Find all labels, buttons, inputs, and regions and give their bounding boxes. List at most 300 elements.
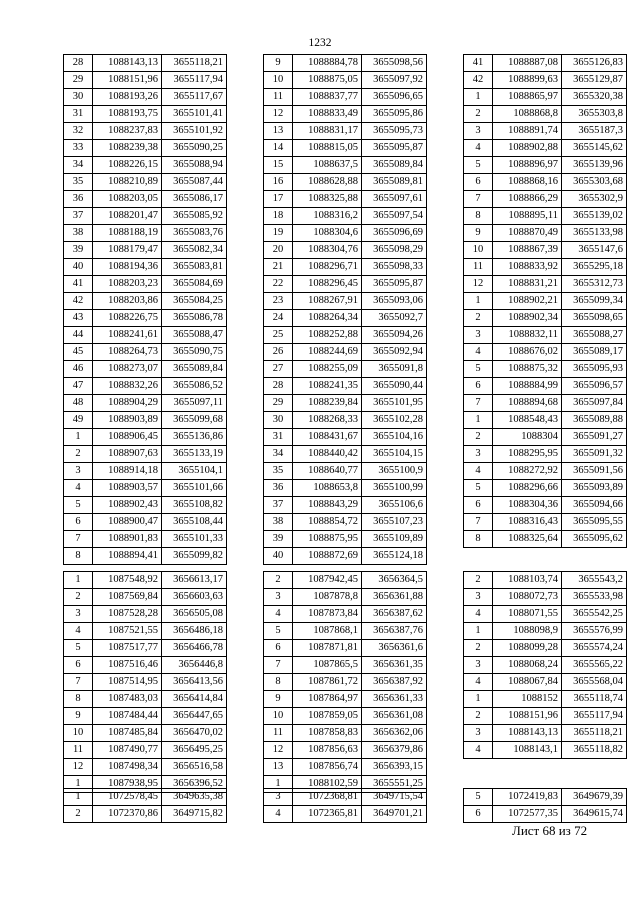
coord-x-cell: 1088866,29 <box>493 191 562 208</box>
table-row <box>64 446 227 463</box>
coord-x-cell: 1088903,57 <box>93 480 162 497</box>
coord-y-cell: 3656396,52 <box>162 776 227 793</box>
coord-y-cell: 3655084,25 <box>162 293 227 310</box>
table-row <box>264 72 427 89</box>
coord-y-cell: 3655095,62 <box>562 531 627 548</box>
coord-x-cell: 1088295,95 <box>493 446 562 463</box>
coord-x-cell: 1088296,66 <box>493 480 562 497</box>
point-number-cell: 38 <box>64 225 93 242</box>
coord-y-cell: 3655117,67 <box>162 89 227 106</box>
coord-y-cell: 3655090,25 <box>162 140 227 157</box>
table-row <box>264 589 427 606</box>
coord-y-cell: 3655312,73 <box>562 276 627 293</box>
point-number-cell: 37 <box>264 497 293 514</box>
coord-y-cell: 3656379,86 <box>362 742 427 759</box>
coord-x-cell: 1088903,89 <box>93 412 162 429</box>
coord-x-cell: 1087548,92 <box>93 572 162 589</box>
coord-y-cell: 3656364,5 <box>362 572 427 589</box>
table-row <box>64 174 227 191</box>
coord-x-cell: 1088832,26 <box>93 378 162 395</box>
coord-x-cell: 1087498,34 <box>93 759 162 776</box>
table-row <box>264 378 427 395</box>
coord-y-cell: 3655302,9 <box>562 191 627 208</box>
point-number-cell: 11 <box>64 742 93 759</box>
table-row <box>64 691 227 708</box>
point-number-cell: 6 <box>64 657 93 674</box>
point-number-cell: 23 <box>264 293 293 310</box>
point-number-cell: 3 <box>464 446 493 463</box>
table-row <box>464 806 627 823</box>
point-number-cell: 3 <box>264 789 293 806</box>
table-row <box>64 674 227 691</box>
point-number-cell: 7 <box>64 531 93 548</box>
coordinate-table <box>63 788 227 823</box>
point-number-cell: 10 <box>264 708 293 725</box>
coord-x-cell: 1088854,72 <box>293 514 362 531</box>
point-number-cell: 4 <box>64 623 93 640</box>
table-row <box>464 725 627 742</box>
coord-y-cell: 3656447,65 <box>162 708 227 725</box>
coord-y-cell: 3655129,87 <box>562 72 627 89</box>
table-row <box>464 72 627 89</box>
point-number-cell: 1 <box>64 776 93 793</box>
point-number-cell: 18 <box>264 208 293 225</box>
table-row <box>264 674 427 691</box>
coord-y-cell: 3655542,25 <box>562 606 627 623</box>
table-row <box>264 429 427 446</box>
point-number-cell: 42 <box>64 293 93 310</box>
table-row <box>464 446 627 463</box>
coordinate-table <box>463 54 627 548</box>
sheet-footer: Лист 68 из 72 <box>512 823 588 838</box>
point-number-cell: 10 <box>64 725 93 742</box>
table-row <box>64 572 227 589</box>
coord-x-cell: 1088894,68 <box>493 395 562 412</box>
point-number-cell: 9 <box>264 55 293 72</box>
point-number-cell: 35 <box>64 174 93 191</box>
coord-y-cell: 3655088,27 <box>562 327 627 344</box>
coord-x-cell: 1088255,09 <box>293 361 362 378</box>
coord-x-cell: 1072577,35 <box>493 806 562 823</box>
table-row <box>64 378 227 395</box>
point-number-cell: 29 <box>64 72 93 89</box>
table-row <box>64 789 227 806</box>
coord-y-cell: 3655101,33 <box>162 531 227 548</box>
coord-y-cell: 3655543,2 <box>562 572 627 589</box>
coord-x-cell: 1087528,28 <box>93 606 162 623</box>
coord-y-cell: 3656486,18 <box>162 623 227 640</box>
point-number-cell: 3 <box>64 606 93 623</box>
point-number-cell: 2 <box>464 106 493 123</box>
coord-y-cell: 3655133,19 <box>162 446 227 463</box>
point-number-cell: 8 <box>64 691 93 708</box>
coord-y-cell: 3649679,39 <box>562 789 627 806</box>
table-row <box>64 463 227 480</box>
table-row <box>464 657 627 674</box>
coord-y-cell: 3655303,8 <box>562 106 627 123</box>
coord-y-cell: 3655100,99 <box>362 480 427 497</box>
point-number-cell: 19 <box>264 225 293 242</box>
coord-x-cell: 1087865,5 <box>293 657 362 674</box>
point-number-cell: 2 <box>464 708 493 725</box>
coord-x-cell: 1087858,83 <box>293 725 362 742</box>
coord-y-cell: 3656387,62 <box>362 606 427 623</box>
point-number-cell: 5 <box>464 789 493 806</box>
coord-y-cell: 3655089,81 <box>362 174 427 191</box>
coord-y-cell: 3655133,98 <box>562 225 627 242</box>
table-row <box>264 759 427 776</box>
coord-y-cell: 3655088,94 <box>162 157 227 174</box>
coord-x-cell: 1088440,42 <box>293 446 362 463</box>
coord-x-cell: 1088637,5 <box>293 157 362 174</box>
table-row <box>464 89 627 106</box>
table-row <box>264 606 427 623</box>
coord-y-cell: 3655295,18 <box>562 259 627 276</box>
table-row <box>64 623 227 640</box>
table-row <box>64 497 227 514</box>
table-row <box>464 242 627 259</box>
table-row <box>464 640 627 657</box>
coord-x-cell: 1088203,05 <box>93 191 162 208</box>
coord-y-cell: 3655096,69 <box>362 225 427 242</box>
coord-x-cell: 1088884,78 <box>293 55 362 72</box>
table-row <box>64 89 227 106</box>
coord-x-cell: 1088072,73 <box>493 589 562 606</box>
point-number-cell: 4 <box>464 140 493 157</box>
point-number-cell: 1 <box>64 789 93 806</box>
coord-y-cell: 3655118,21 <box>162 55 227 72</box>
point-number-cell: 44 <box>64 327 93 344</box>
coordinate-table <box>463 571 627 759</box>
coord-x-cell: 1088831,17 <box>293 123 362 140</box>
coord-y-cell: 3655089,17 <box>562 344 627 361</box>
coord-y-cell: 3655118,82 <box>562 742 627 759</box>
coord-y-cell: 3655320,38 <box>562 89 627 106</box>
coord-y-cell: 3655084,69 <box>162 276 227 293</box>
coord-x-cell: 1088872,69 <box>293 548 362 565</box>
coord-x-cell: 1088304 <box>493 429 562 446</box>
table-row <box>464 276 627 293</box>
coord-x-cell: 1087873,84 <box>293 606 362 623</box>
coord-x-cell: 1088143,1 <box>493 742 562 759</box>
coordinate-table <box>63 54 227 565</box>
table-row <box>64 806 227 823</box>
point-number-cell: 5 <box>264 623 293 640</box>
point-number-cell: 4 <box>264 806 293 823</box>
coord-y-cell: 3656361,08 <box>362 708 427 725</box>
coord-x-cell: 1088067,84 <box>493 674 562 691</box>
point-number-cell: 48 <box>64 395 93 412</box>
coord-y-cell: 3655147,6 <box>562 242 627 259</box>
point-number-cell: 39 <box>264 531 293 548</box>
coord-x-cell: 1088241,35 <box>293 378 362 395</box>
point-number-cell: 7 <box>464 514 493 531</box>
coord-y-cell: 3649715,82 <box>162 806 227 823</box>
table-row <box>464 589 627 606</box>
coord-x-cell: 1088179,47 <box>93 242 162 259</box>
point-number-cell: 1 <box>64 572 93 589</box>
coord-x-cell: 1087856,74 <box>293 759 362 776</box>
coord-y-cell: 3655095,86 <box>362 106 427 123</box>
coord-x-cell: 1088870,49 <box>493 225 562 242</box>
table-row <box>464 412 627 429</box>
coord-y-cell: 3655187,3 <box>562 123 627 140</box>
coord-y-cell: 3655565,22 <box>562 657 627 674</box>
table-row <box>64 55 227 72</box>
coord-y-cell: 3655086,52 <box>162 378 227 395</box>
coord-y-cell: 3655108,44 <box>162 514 227 531</box>
table-row <box>464 225 627 242</box>
coord-y-cell: 3655533,98 <box>562 589 627 606</box>
table-row <box>264 157 427 174</box>
point-number-cell: 33 <box>64 140 93 157</box>
point-number-cell: 3 <box>464 327 493 344</box>
point-number-cell: 34 <box>64 157 93 174</box>
coord-y-cell: 3655090,75 <box>162 344 227 361</box>
table-row <box>64 106 227 123</box>
coord-y-cell: 3655117,94 <box>562 708 627 725</box>
point-number-cell: 2 <box>464 310 493 327</box>
point-number-cell: 25 <box>264 327 293 344</box>
coord-y-cell: 3655086,17 <box>162 191 227 208</box>
point-number-cell: 6 <box>464 174 493 191</box>
coord-x-cell: 1088832,11 <box>493 327 562 344</box>
table-row <box>464 691 627 708</box>
table-row <box>464 514 627 531</box>
point-number-cell: 45 <box>64 344 93 361</box>
coordinate-table <box>463 788 627 823</box>
coord-x-cell: 1088268,33 <box>293 412 362 429</box>
point-number-cell: 32 <box>64 123 93 140</box>
table-row <box>464 623 627 640</box>
coord-y-cell: 3655139,02 <box>562 208 627 225</box>
coord-y-cell: 3655117,94 <box>162 72 227 89</box>
table-row <box>464 293 627 310</box>
point-number-cell: 2 <box>64 806 93 823</box>
coord-y-cell: 3655102,28 <box>362 412 427 429</box>
coord-x-cell: 1088239,84 <box>293 395 362 412</box>
coord-y-cell: 3655095,73 <box>362 123 427 140</box>
coord-x-cell: 1088304,6 <box>293 225 362 242</box>
point-number-cell: 30 <box>64 89 93 106</box>
point-number-cell: 9 <box>264 691 293 708</box>
table-row <box>64 606 227 623</box>
point-number-cell: 11 <box>464 259 493 276</box>
point-number-cell: 13 <box>264 759 293 776</box>
coord-x-cell: 1088239,38 <box>93 140 162 157</box>
coord-y-cell: 3656446,8 <box>162 657 227 674</box>
coord-y-cell: 3655124,18 <box>362 548 427 565</box>
coord-y-cell: 3655104,16 <box>362 429 427 446</box>
coord-y-cell: 3655104,15 <box>362 446 427 463</box>
point-number-cell: 4 <box>464 606 493 623</box>
table-row <box>264 140 427 157</box>
coord-y-cell: 3655106,6 <box>362 497 427 514</box>
coord-y-cell: 3655101,92 <box>162 123 227 140</box>
coord-y-cell: 3656413,56 <box>162 674 227 691</box>
point-number-cell: 1 <box>464 691 493 708</box>
table-row <box>264 548 427 565</box>
point-number-cell: 12 <box>264 106 293 123</box>
coord-x-cell: 1088902,21 <box>493 293 562 310</box>
point-number-cell: 8 <box>264 674 293 691</box>
coord-y-cell: 3655094,26 <box>362 327 427 344</box>
coord-y-cell: 3655551,25 <box>362 776 427 793</box>
coord-x-cell: 1088325,64 <box>493 531 562 548</box>
coord-x-cell: 1087569,84 <box>93 589 162 606</box>
coord-y-cell: 3655095,93 <box>562 361 627 378</box>
coord-y-cell: 3655083,81 <box>162 259 227 276</box>
coord-y-cell: 3655090,44 <box>362 378 427 395</box>
point-number-cell: 2 <box>64 589 93 606</box>
coord-x-cell: 1088152 <box>493 691 562 708</box>
coord-y-cell: 3656387,76 <box>362 623 427 640</box>
table-row <box>264 106 427 123</box>
coord-y-cell: 3656505,08 <box>162 606 227 623</box>
point-number-cell: 3 <box>64 463 93 480</box>
coord-y-cell: 3655095,87 <box>362 276 427 293</box>
point-number-cell: 26 <box>264 344 293 361</box>
coord-x-cell: 1087856,63 <box>293 742 362 759</box>
coordinate-table <box>263 788 427 823</box>
coord-x-cell: 1088431,67 <box>293 429 362 446</box>
table-row <box>264 446 427 463</box>
table-row <box>264 344 427 361</box>
coord-x-cell: 1088875,05 <box>293 72 362 89</box>
table-row <box>64 708 227 725</box>
point-number-cell: 6 <box>464 497 493 514</box>
coord-x-cell: 1088316,2 <box>293 208 362 225</box>
coord-x-cell: 1088143,13 <box>93 55 162 72</box>
point-number-cell: 27 <box>264 361 293 378</box>
table-row <box>264 276 427 293</box>
coord-y-cell: 3655089,84 <box>162 361 227 378</box>
coord-x-cell: 1088865,97 <box>493 89 562 106</box>
coord-y-cell: 3649701,21 <box>362 806 427 823</box>
coord-y-cell: 3655089,88 <box>562 412 627 429</box>
coord-x-cell: 1088071,55 <box>493 606 562 623</box>
point-number-cell: 4 <box>464 463 493 480</box>
point-number-cell: 36 <box>264 480 293 497</box>
page-number: 1232 <box>308 37 332 49</box>
coord-x-cell: 1088902,34 <box>493 310 562 327</box>
coord-x-cell: 1088264,34 <box>293 310 362 327</box>
coord-x-cell: 1088902,88 <box>493 140 562 157</box>
point-number-cell: 31 <box>264 429 293 446</box>
coord-y-cell: 3656361,6 <box>362 640 427 657</box>
point-number-cell: 40 <box>64 259 93 276</box>
coord-y-cell: 3655093,89 <box>562 480 627 497</box>
point-number-cell: 4 <box>464 344 493 361</box>
table-row <box>464 208 627 225</box>
table-row <box>264 806 427 823</box>
coord-y-cell: 3655098,65 <box>562 310 627 327</box>
coord-y-cell: 3649635,38 <box>162 789 227 806</box>
coord-x-cell: 1088628,88 <box>293 174 362 191</box>
point-number-cell: 38 <box>264 514 293 531</box>
point-number-cell: 7 <box>464 191 493 208</box>
point-number-cell: 6 <box>64 514 93 531</box>
coord-x-cell: 1088867,39 <box>493 242 562 259</box>
coord-y-cell: 3656361,88 <box>362 589 427 606</box>
coord-x-cell: 1087938,95 <box>93 776 162 793</box>
coord-x-cell: 1087514,95 <box>93 674 162 691</box>
coord-x-cell: 1088325,88 <box>293 191 362 208</box>
point-number-cell: 49 <box>64 412 93 429</box>
table-row <box>64 276 227 293</box>
point-number-cell: 6 <box>264 640 293 657</box>
table-row <box>464 789 627 806</box>
coord-x-cell: 1072578,45 <box>93 789 162 806</box>
coord-x-cell: 1088099,28 <box>493 640 562 657</box>
table-row <box>64 759 227 776</box>
point-number-cell: 3 <box>264 589 293 606</box>
coord-y-cell: 3655568,04 <box>562 674 627 691</box>
table-row <box>64 657 227 674</box>
table-row <box>264 514 427 531</box>
coord-x-cell: 1088868,16 <box>493 174 562 191</box>
coord-y-cell: 3655083,76 <box>162 225 227 242</box>
coord-y-cell: 3655091,8 <box>362 361 427 378</box>
point-number-cell: 43 <box>64 310 93 327</box>
table-row <box>464 429 627 446</box>
table-row <box>64 742 227 759</box>
point-number-cell: 20 <box>264 242 293 259</box>
coord-x-cell: 1088843,29 <box>293 497 362 514</box>
table-row <box>264 174 427 191</box>
coord-y-cell: 3649615,74 <box>562 806 627 823</box>
coord-x-cell: 1087864,97 <box>293 691 362 708</box>
table-row <box>64 208 227 225</box>
coord-y-cell: 3655139,96 <box>562 157 627 174</box>
point-number-cell: 10 <box>264 72 293 89</box>
table-row <box>64 531 227 548</box>
coord-x-cell: 1088264,73 <box>93 344 162 361</box>
point-number-cell: 21 <box>264 259 293 276</box>
coord-x-cell: 1088868,8 <box>493 106 562 123</box>
point-number-cell: 36 <box>64 191 93 208</box>
table-row <box>264 657 427 674</box>
table-row <box>264 497 427 514</box>
coord-x-cell: 1087490,77 <box>93 742 162 759</box>
coord-x-cell: 1088102,59 <box>293 776 362 793</box>
point-number-cell: 46 <box>64 361 93 378</box>
coord-x-cell: 1088068,24 <box>493 657 562 674</box>
point-number-cell: 10 <box>464 242 493 259</box>
coord-x-cell: 1088143,13 <box>493 725 562 742</box>
point-number-cell: 4 <box>464 674 493 691</box>
table-row <box>464 497 627 514</box>
table-row <box>64 361 227 378</box>
point-number-cell: 12 <box>64 759 93 776</box>
table-row <box>264 725 427 742</box>
coordinate-table <box>63 571 227 793</box>
coord-y-cell: 3655104,1 <box>162 463 227 480</box>
coord-x-cell: 1088875,95 <box>293 531 362 548</box>
coord-x-cell: 1087861,72 <box>293 674 362 691</box>
coord-x-cell: 1088907,63 <box>93 446 162 463</box>
point-number-cell: 7 <box>464 395 493 412</box>
point-number-cell: 34 <box>264 446 293 463</box>
coord-x-cell: 1088640,77 <box>293 463 362 480</box>
table-row <box>464 259 627 276</box>
point-number-cell: 22 <box>264 276 293 293</box>
coord-y-cell: 3655091,27 <box>562 429 627 446</box>
coord-x-cell: 1088203,86 <box>93 293 162 310</box>
table-row <box>464 310 627 327</box>
point-number-cell: 1 <box>464 89 493 106</box>
table-row <box>464 395 627 412</box>
